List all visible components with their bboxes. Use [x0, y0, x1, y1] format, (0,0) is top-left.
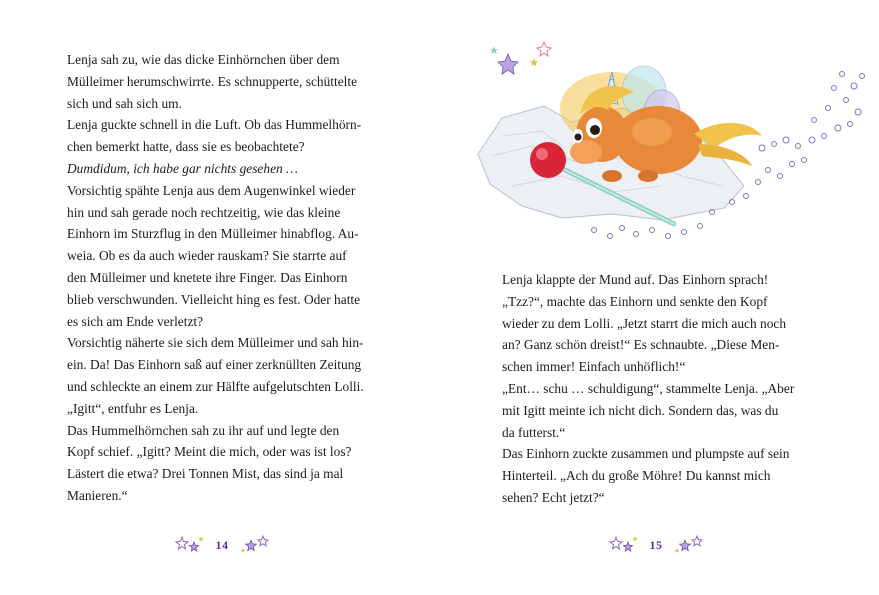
page-number: 15 [649, 537, 663, 552]
stars-icon [239, 534, 271, 556]
text-line: Lenja guckte schnell in die Luft. Ob das Hummelhörn- [67, 117, 362, 133]
text-line: „Ent… schu … schuldigung“, stammelte Lenja. „Aber [502, 380, 795, 396]
text-line: „Igitt“, entfuhr es Lenja. [67, 400, 199, 416]
stars-icon [673, 534, 705, 556]
text-line: Einhorn im Sturzflug in den Mülleimer hinabflog. Au- [67, 226, 359, 242]
text-line: chen bemerkt hatte, dass sie es beobachtete? [67, 139, 305, 155]
text-line: es sich am Ende verletzt? [67, 313, 204, 329]
text-line: wieder zu dem Lolli. „Jetzt starrt die mich auch noch [502, 315, 787, 331]
text-line: und schleckte an einem zur Hälfte aufgelutschten Lolli. [67, 378, 364, 394]
text-line: schen immer! Einfach unhöflich!“ [502, 359, 686, 375]
text-line: an? Ganz schön dreist!“ Es schnaubte. „Diese Men- [502, 337, 780, 353]
page-number: 14 [215, 537, 229, 552]
text-line: hin und sah gerade noch rechtzeitig, wie das kleine [67, 204, 341, 220]
text-line: Dumdidum, ich habe gar nichts gesehen … [67, 160, 298, 176]
text-line: Das Hummelhörnchen sah zu ihr auf und legte den [67, 422, 340, 438]
text-line: Hinterteil. „Ach du große Möhre! Du kannst mich [502, 468, 771, 484]
text-line: ein. Da! Das Einhorn saß auf einer zerknüllten Zeitung [67, 357, 362, 373]
stars-icon [608, 534, 640, 556]
text-line: sich und sah sich um. [67, 95, 182, 111]
right-page-text [502, 269, 832, 509]
text-line: Manieren.“ [67, 487, 128, 503]
text-line: Kopf schief. „Igitt? Meint die mich, oder was ist los? [67, 444, 352, 460]
text-line: weia. Ob es da auch wieder rauskam? Sie starrte auf [67, 248, 347, 264]
text-line: Vorsichtig spähte Lenja aus dem Augenwinkel wieder [67, 182, 356, 198]
left-page-footer [172, 533, 272, 557]
text-line: Lenja sah zu, wie das dicke Einhörnchen über dem [67, 52, 340, 67]
text-line: den Mülleimer und knetete ihre Finger. Das Einhorn [67, 269, 348, 285]
text-line: „Tzz?“, machte das Einhorn und senkte den Kopf [502, 293, 768, 309]
text-line: blieb verschwunden. Vielleicht hing es fest. Oder hatte [67, 291, 361, 307]
unicorn-with-lollipop-illustration [462, 36, 874, 246]
right-page [440, 0, 879, 595]
text-line: da futterst.“ [502, 424, 566, 440]
text-line: Das Einhorn zuckte zusammen und plumpste auf sein [502, 446, 790, 462]
right-page-footer [606, 533, 706, 557]
text-line: Lästert die etwa? Drei Tonnen Mist, das sind ja mal [67, 466, 344, 482]
text-line: Vorsichtig näherte sie sich dem Mülleimer und sah hin- [67, 335, 364, 351]
text-line: mit Igitt meinte ich nicht dich. Sondern das, was du [502, 402, 779, 418]
left-page-text [67, 49, 387, 507]
stars-icon [174, 534, 206, 556]
text-line: sehen? Echt jetzt?“ [502, 489, 605, 505]
text-line: Mülleimer herumschwirrte. Es schnupperte, schüttelte [67, 73, 358, 89]
text-line: Lenja klappte der Mund auf. Das Einhorn sprach! [502, 272, 769, 287]
